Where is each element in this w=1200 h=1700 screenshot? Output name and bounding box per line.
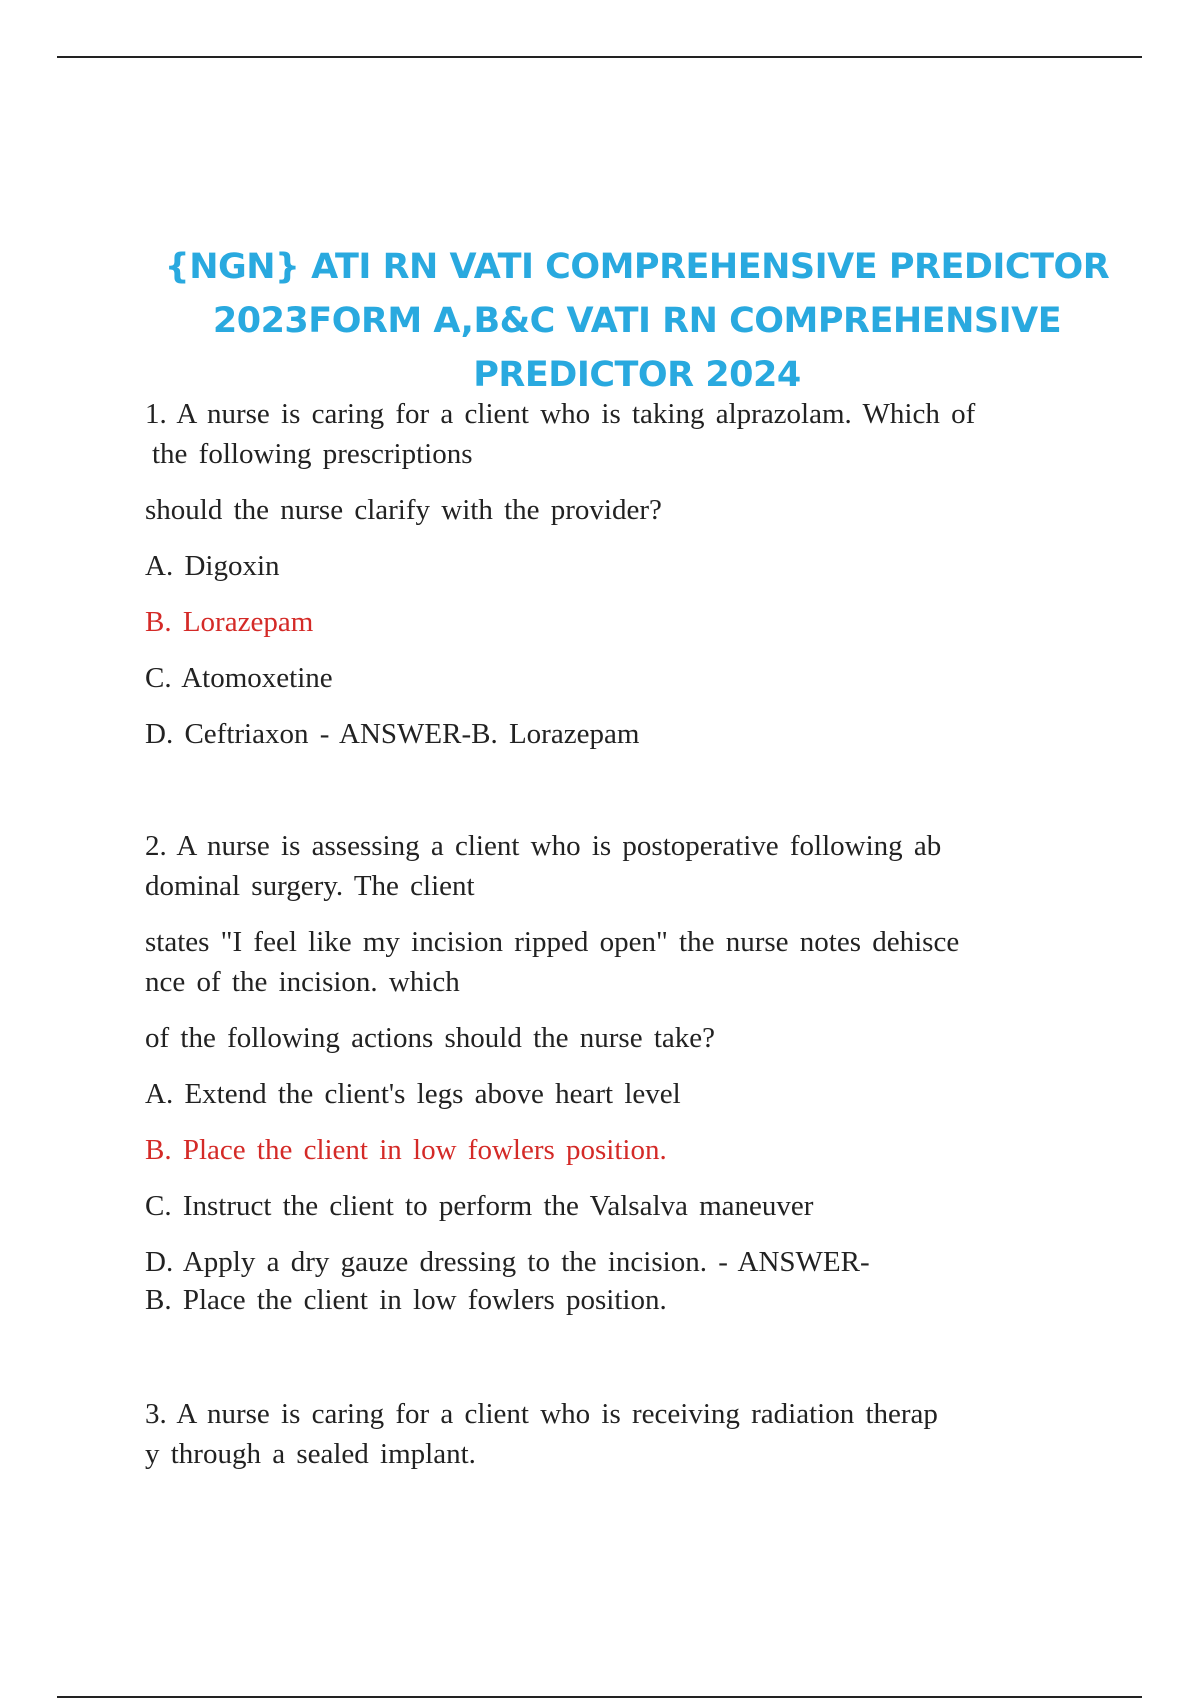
title-line-1: {NGN} ATI RN VATI COMPREHENSIVE PREDICTOR [164,247,1110,287]
bottom-rule [57,1696,1142,1698]
q2-option-d-line-2: B. Place the client in low fowlers position. [145,1284,667,1316]
q1-option-a: A. Digoxin [145,550,280,582]
q1-stem-line-3: should the nurse clarify with the provider? [145,494,662,526]
q2-stem-line-3: states "I feel like my incision ripped open" the nurse notes dehisce [145,926,960,958]
top-rule [57,56,1142,58]
q3-stem-line-2: y through a sealed implant. [145,1438,476,1470]
q2-stem-line-4: nce of the incision. which [145,966,460,998]
q1-option-c: C. Atomoxetine [145,662,333,694]
q2-stem-line-1: 2. A nurse is assessing a client who is postoperative following ab [145,830,942,862]
title-line-2: 2023FORM A,B&C VATI RN COMPREHENSIVE [212,301,1062,341]
title-line-3: PREDICTOR 2024 [473,355,801,395]
q1-option-d-answer: D. Ceftriaxon - ANSWER-B. Lorazepam [145,718,640,750]
q2-option-d-line-1: D. Apply a dry gauze dressing to the incision. - ANSWER- [145,1246,870,1278]
q2-stem-line-5: of the following actions should the nurse take? [145,1022,716,1054]
document-title [120,240,1154,402]
q3-stem-line-1: 3. A nurse is caring for a client who is receiving radiation therap [145,1398,938,1430]
q2-option-c: C. Instruct the client to perform the Valsalva maneuver [145,1190,814,1222]
q2-stem-line-2: dominal surgery. The client [145,870,475,902]
q2-option-b-correct: B. Place the client in low fowlers position. [145,1134,667,1166]
q1-option-b-correct: B. Lorazepam [145,606,314,638]
q1-stem-line-2: the following prescriptions [152,438,473,470]
q2-option-a: A. Extend the client's legs above heart level [145,1078,681,1110]
q1-stem-line-1: 1. A nurse is caring for a client who is taking alprazolam. Which of [145,398,976,430]
